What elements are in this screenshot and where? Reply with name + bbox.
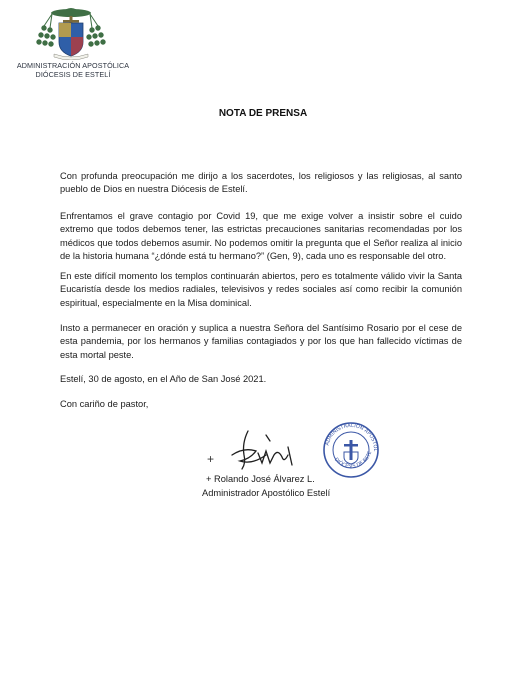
episcopal-crest-icon: [30, 4, 112, 60]
org-name-line2: DIÓCESIS DE ESTELÍ: [35, 70, 111, 79]
document-title: NOTA DE PRENSA: [218, 108, 308, 119]
signatory-name: + Rolando José Álvarez L.: [206, 474, 315, 484]
paragraph-3: En este difícil momento los templos continuarán abiertos, pero es totalmente válido vivir la Santa Eucaristía desde los medios radiales, televisivos y redes sociales así como recibir la comunión espiritual, especialmente en la Misa dominical.: [60, 271, 462, 308]
signature-cross: +: [207, 452, 215, 466]
signatory-role: Administrador Apostólico Estelí: [202, 488, 331, 498]
paragraph-4: Insto a permanecer en oración y suplica a nuestra Señora del Santísimo Rosario por el cese de esta pandemia, por los hermanos y familias contagiados y por los que han fallecido víctimas de esta mortal peste.: [60, 323, 462, 360]
paragraph-1: Con profunda preocupación me dirijo a los sacerdotes, los religiosos y las religiosas, al santo pueblo de Dios en nuestra Diócesis de Estelí.: [60, 171, 462, 195]
date-line: Estelí, 30 de agosto, en el Año de San José 2021.: [60, 374, 267, 384]
svg-text:DIÓCESIS DE ESTELÍ: DIÓCESIS DE ESTE: [332, 450, 374, 470]
svg-text:ADMINISTRACIÓN APOSTÓLICA: ADMINISTRACIÓN APOSTÓL: [324, 422, 379, 452]
closing-line: Con cariño de pastor,: [60, 399, 149, 409]
paragraph-2: Enfrentamos el grave contagio por Covid 19, que me exige volver a insistir sobre el cuido extremo que todos debemos tener, las estrictas precauciones sanitarias recomendadas por los médicos que todos debemos asumir. No podemos omitir la pregunta que el Señor realiza al inicio de la historia humana “¿dónde está tu hermano?” (Gen, 9), cada uno es responsable del otro.: [60, 211, 462, 262]
org-name-line1: ADMINISTRACIÓN APOSTÓLICA: [16, 61, 130, 70]
official-seal: [322, 421, 380, 479]
handwritten-signature: [222, 425, 300, 475]
